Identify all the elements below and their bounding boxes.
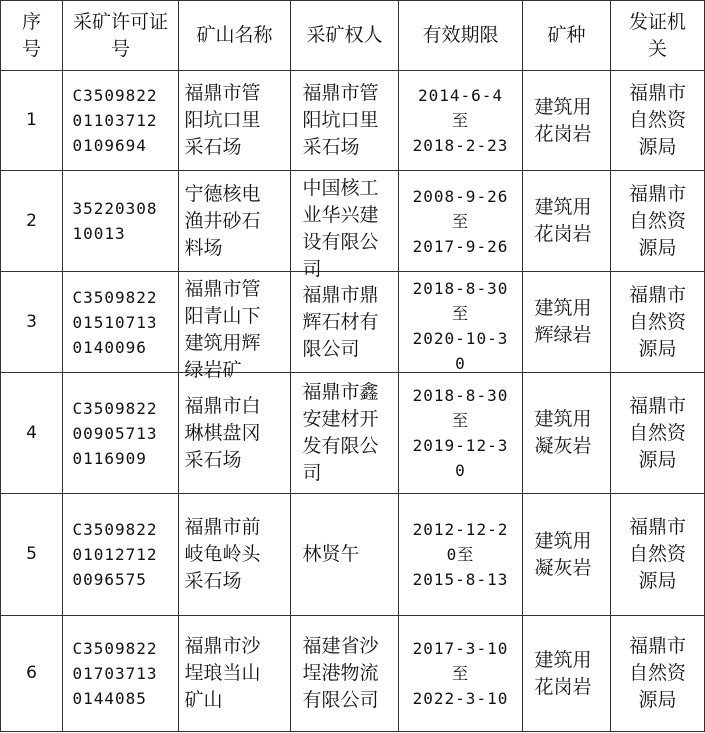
cell-mine-name: 福鼎市前 岐龟岭头 采石场 [179, 494, 291, 616]
table-row [1, 171, 705, 272]
table-row [1, 616, 705, 732]
header-validity: 有效期限 [399, 1, 523, 71]
cell-seq: 1 [1, 71, 63, 171]
header-mineral: 矿种 [523, 1, 611, 71]
cell-mineral: 建筑用 凝灰岩 [523, 373, 611, 494]
cell-seq: 3 [1, 272, 63, 373]
cell-validity: 2018-8-30 至 2020-10-3 0 [399, 272, 523, 373]
cell-seq: 4 [1, 373, 63, 494]
cell-validity: 2008-9-26 至 2017-9-26 [399, 171, 523, 272]
cell-owner: 福鼎市管 阳坑口里 采石场 [291, 71, 399, 171]
cell-owner: 林贤午 [291, 494, 399, 616]
cell-license-no: C3509822 00905713 0116909 [63, 373, 179, 494]
cell-issuer: 福鼎市 自然资 源局 [611, 494, 705, 616]
cell-owner: 福建省沙 埕港物流 有限公司 [291, 616, 399, 732]
cell-issuer: 福鼎市 自然资 源局 [611, 71, 705, 171]
cell-issuer: 福鼎市 自然资 源局 [611, 373, 705, 494]
cell-license-no: C3509822 01012712 0096575 [63, 494, 179, 616]
table-row [1, 494, 705, 616]
cell-issuer: 福鼎市 自然资 源局 [611, 272, 705, 373]
cell-seq: 6 [1, 616, 63, 732]
cell-license-no: C3509822 01510713 0140096 [63, 272, 179, 373]
cell-seq: 5 [1, 494, 63, 616]
cell-issuer: 福鼎市 自然资 源局 [611, 171, 705, 272]
cell-owner: 福鼎市鼎 辉石材有 限公司 [291, 272, 399, 373]
cell-owner: 中国核工 业华兴建 设有限公 司 [291, 171, 399, 272]
header-owner: 采矿权人 [291, 1, 399, 71]
cell-mine-name: 福鼎市管 阳青山下 建筑用辉 绿岩矿 [179, 272, 291, 373]
header-license-no: 采矿许可证 号 [63, 1, 179, 71]
cell-issuer: 福鼎市 自然资 源局 [611, 616, 705, 732]
header-mine-name: 矿山名称 [179, 1, 291, 71]
cell-mine-name: 福鼎市白 琳棋盘冈 采石场 [179, 373, 291, 494]
cell-license-no: C3509822 01703713 0144085 [63, 616, 179, 732]
cell-validity: 2018-8-30 至 2019-12-3 0 [399, 373, 523, 494]
cell-license-no: C3509822 01103712 0109694 [63, 71, 179, 171]
cell-mine-name: 福鼎市管 阳坑口里 采石场 [179, 71, 291, 171]
cell-mineral: 建筑用 辉绿岩 [523, 272, 611, 373]
cell-validity: 2012-12-2 0至 2015-8-13 [399, 494, 523, 616]
cell-mine-name: 宁德核电 渔井砂石 料场 [179, 171, 291, 272]
cell-mineral: 建筑用 花岗岩 [523, 616, 611, 732]
table-row [1, 272, 705, 373]
cell-owner: 福鼎市鑫 安建材开 发有限公 司 [291, 373, 399, 494]
header-seq: 序 号 [1, 1, 63, 71]
cell-mine-name: 福鼎市沙 埕琅当山 矿山 [179, 616, 291, 732]
cell-license-no: 35220308 10013 [63, 171, 179, 272]
cell-validity: 2014-6-4 至 2018-2-23 [399, 71, 523, 171]
table-row [1, 71, 705, 171]
cell-seq: 2 [1, 171, 63, 272]
cell-mineral: 建筑用 花岗岩 [523, 71, 611, 171]
header-row [1, 1, 705, 71]
cell-mineral: 建筑用 花岗岩 [523, 171, 611, 272]
header-issuer: 发证机 关 [611, 1, 705, 71]
table-row [1, 373, 705, 494]
cell-mineral: 建筑用 凝灰岩 [523, 494, 611, 616]
cell-validity: 2017-3-10 至 2022-3-10 [399, 616, 523, 732]
